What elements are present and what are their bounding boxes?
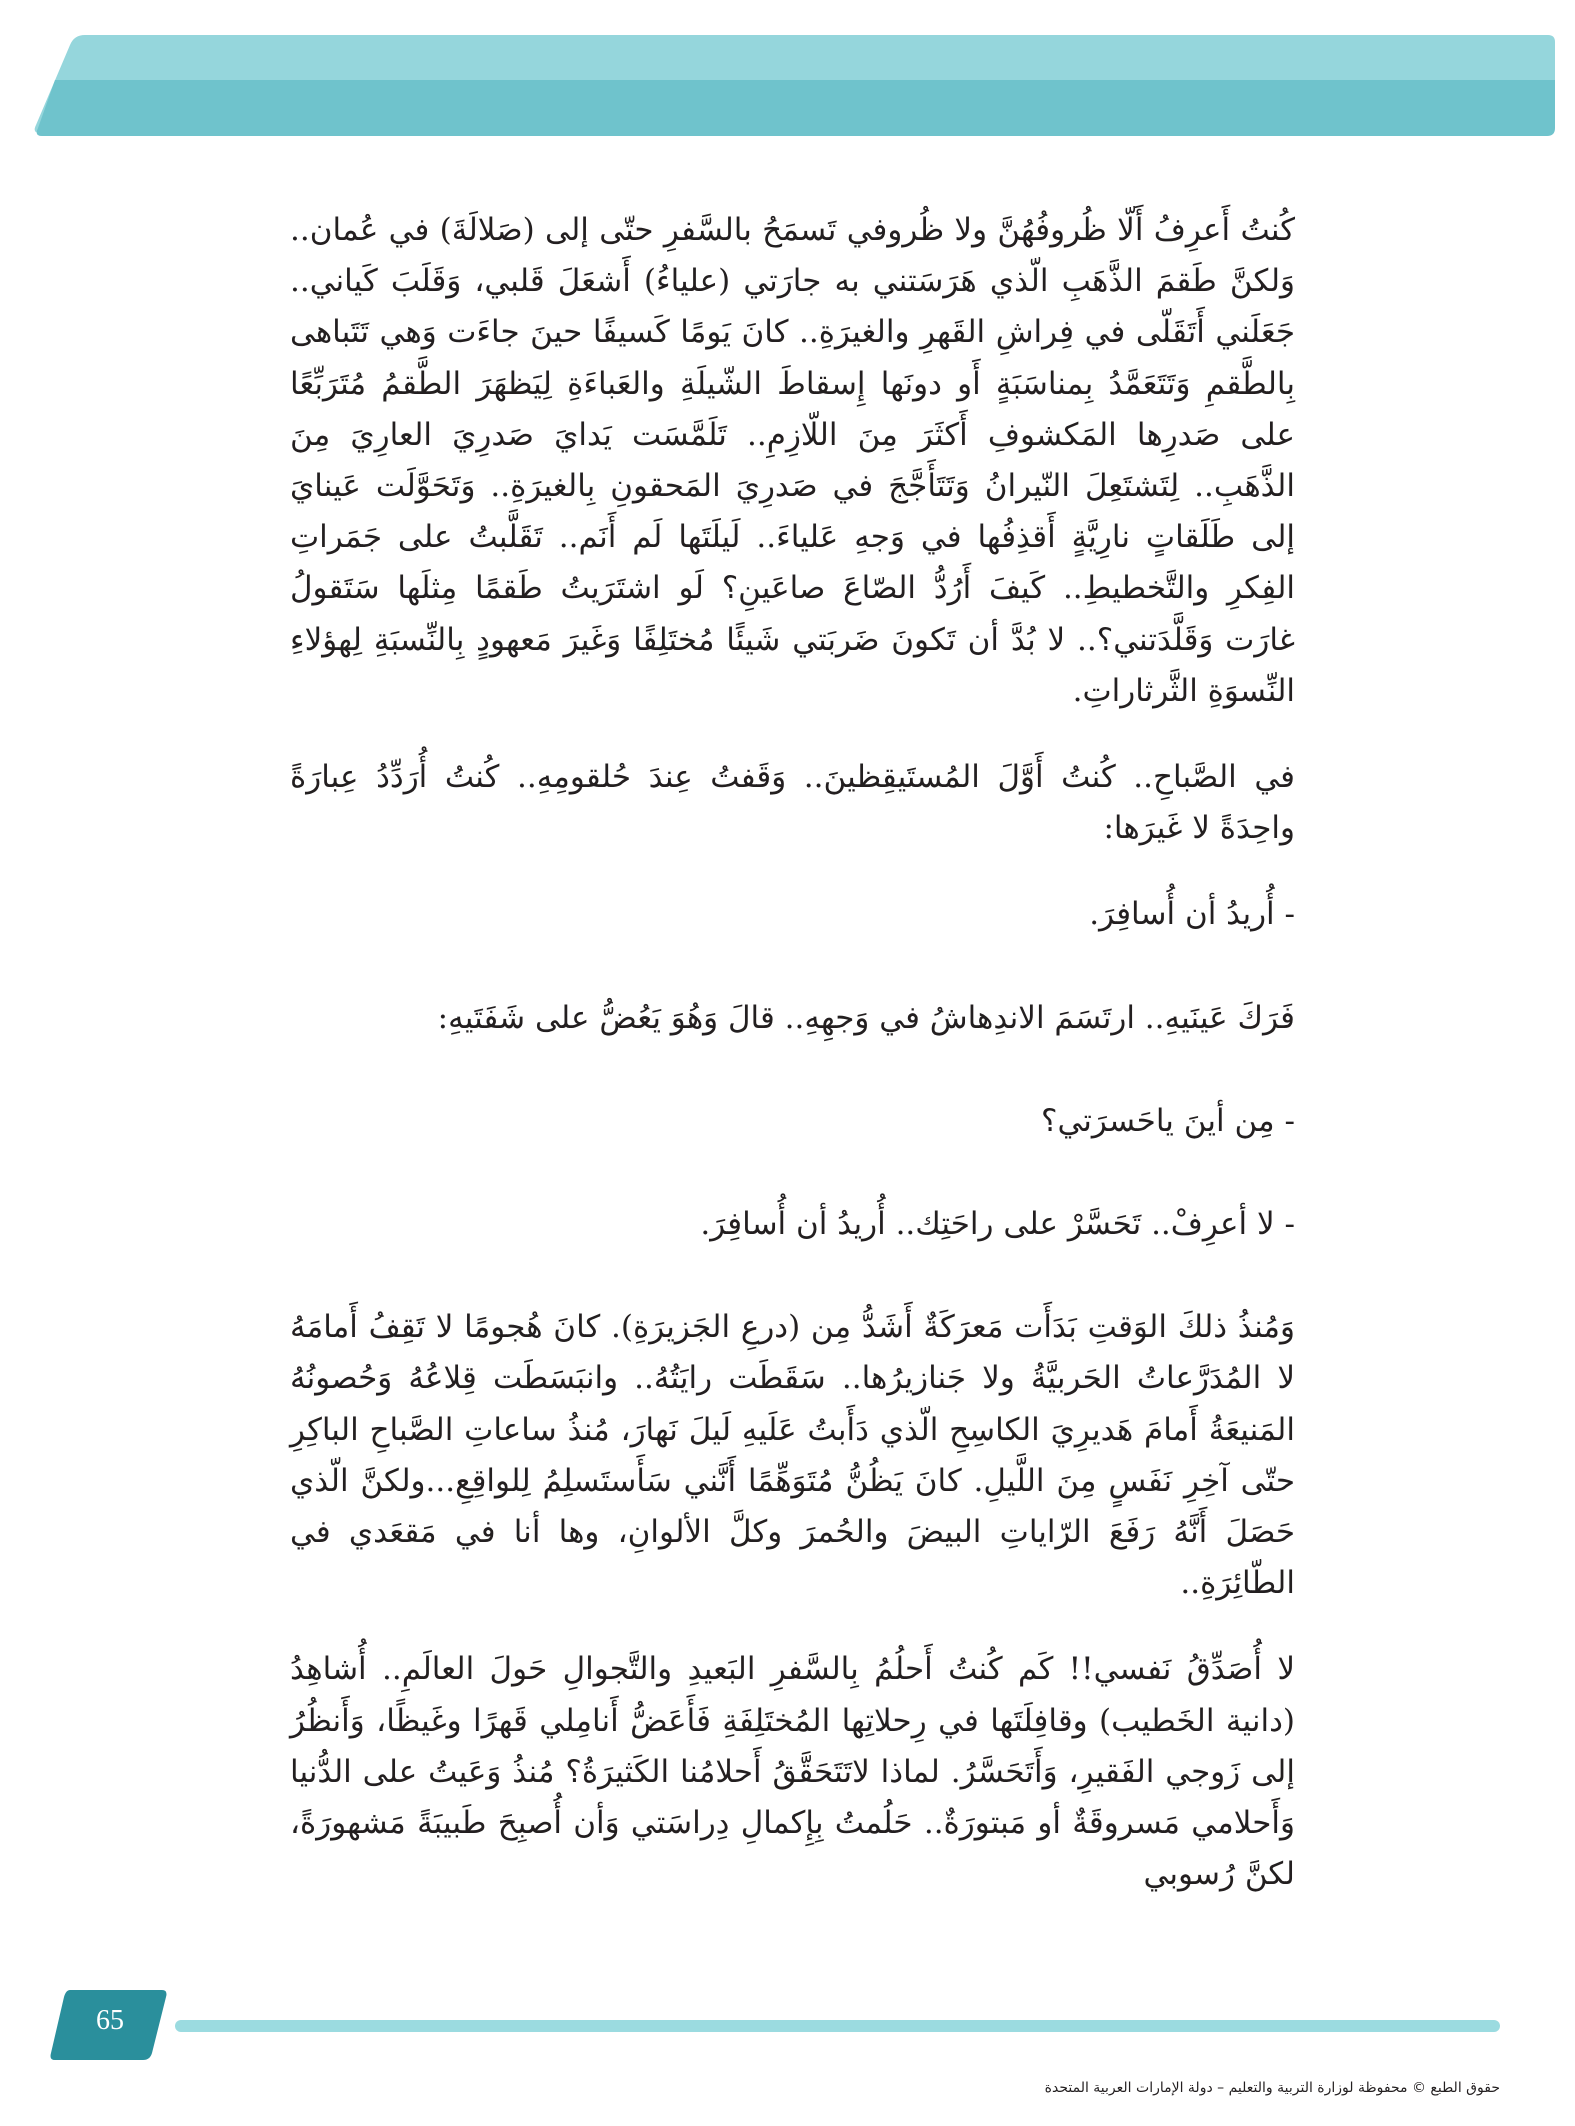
dialogue-line: - مِن أينَ ياحَسرَتي؟ — [1041, 1102, 1295, 1139]
dialogue-line: - لا أعرِفْ.. تَحَسَّرْ على راحَتِك.. أُريدُ أن أُسافِرَ. — [700, 1206, 1295, 1243]
footer-decoration — [0, 1975, 1575, 2126]
page-number: 65 — [96, 2005, 124, 2036]
copyright-note: حقوق الطبع © محفوظة لوزارة التربية والتعليم – دولة الإمارات العربية المتحدة — [1044, 2080, 1500, 2096]
story-text — [290, 205, 1295, 1935]
dialogue-line: - أُريدُ أن أُسافِرَ. — [1089, 896, 1295, 933]
top-banner — [0, 0, 1575, 150]
paragraph: كُنتُ أَعرِفُ أَلّا ظُروفُهُنَّ ولا ظُروفي تَسمَحُ بالسَّفرِ حتّى إلى (صَلالَةَ) في عُمان.. وَلكنَّ طَقمَ الذَّهَبِ الّذي هَرَسَتني به جارَتي (علياءُ) أَشعَلَ قَلبي، وَقَلَبَ كَياني.. جَعَلَني أَتَقَلّى في فِراشِ القَهرِ والغيرَةِ.. كانَ يَومًا كَسيفًا حينَ جاءَت وَهي تَتَباهى بِالطَّقمِ وَتَتَعَمَّدُ بِمناسَبَةٍ أَو دونَها إِسقاطَ الشّيلَةِ والعَباءَةِ لِيَظهَرَ الطَّقمُ مُتَرَبِّعًا على صَدرِها المَكشوفِ أَكثَرَ مِنَ اللّازِمِ.. تَلَمَّسَت يَدايَ صَدرِيَ العارِيَ مِنَ الذَّهَبِ.. لِتَشتَعِلَ النّيرانُ وَتَتَأَجَّجَ في صَدرِيَ المَحقونِ بِالغيرَةِ.. وَتَحَوَّلَت عَينايَ إلى طَلَقاتٍ نارِيَّةٍ أَقذِفُها في وَجهِ عَلياءَ.. لَيلَتَها لَم أَنَم.. تَقَلَّبتُ على جَمَراتِ الفِكرِ والتَّخطيطِ.. كَيفَ أَرُدُّ الصّاعَ صاعَينِ؟ لَو اشتَرَيتُ طَقمًا مِثلَها سَتَقولُ غارَت وَقَلَّدَتني؟.. لا بُدَّ أن تَكونَ ضَربَتي شَيئًا مُختَلِفًا وَغَيرَ مَعهودٍ بِالنِّسبَةِ لِهؤلاءِ النِّسوَةِ الثَّرثاراتِ. — [290, 212, 1295, 709]
paragraph: لا أُصَدِّقُ نَفسي!! كَم كُنتُ أَحلُمُ بِالسَّفرِ البَعيدِ والتَّجوالِ حَولَ العالَمِ.. أُشاهِدُ (دانية الخَطيب) وقافِلَتَها في رِحلاتِها المُختَلِفَةِ فَأَعَضُّ أَنامِلي قَهرًا وغَيظًا، وَأَنظُرُ إلى زَوجي الفَقيرِ، وَأَتَحَسَّرُ. لماذا لاتَتَحَقَّقُ أَحلامُنا الكَثيرَةُ؟ مُنذُ وَعَيتُ على الدُّنيا وَأَحلامي مَسروقَةٌ أو مَبتورَةٌ.. حَلُمتُ بِإِكمالِ دِراسَتي وَأن أُصبِحَ طَبيبَةً مَشهورَةً، لكنَّ رُسوبي — [290, 1651, 1295, 1893]
paragraph: في الصَّباحِ.. كُنتُ أَوَّلَ المُستَيقِظينَ.. وَقَفتُ عِندَ حُلقومِهِ.. كُنتُ أُرَدِّدُ عِبارَةً واحِدَةً لا غَيرَها: — [290, 759, 1295, 847]
narration-line: فَرَكَ عَينَيهِ.. ارتَسَمَ الاندِهاشُ في وَجهِهِ.. قالَ وَهُوَ يَعُضُّ على شَفَتَيهِ: — [437, 999, 1295, 1036]
paragraph: وَمُنذُ ذلكَ الوَقتِ بَدَأَت مَعرَكَةٌ أَشَدُّ مِن (درعِ الجَزيرَةِ). كانَ هُجومًا لا تَقِفُ أَمامَهُ لا المُدَرَّعاتُ الحَربيَّةُ ولا جَنازيرُها.. سَقَطَت رايَتُهُ.. وانبَسَطَت قِلاعُهُ وَحُصونُهُ المَنيعَةُ أَمامَ هَديرِيَ الكاسِحِ الّذي دَأَبتُ عَلَيهِ لَيلَ نَهارَ، مُنذُ ساعاتِ الصَّباحِ الباكِرِ حتّى آخِرِ نَفَسٍ مِنَ اللَّيلِ. كانَ يَظُنُّ مُتَوَهِّمًا أَنَّني سَأَستَسلِمُ لِلواقِعِ...ولكنَّ الّذي حَصَلَ أَنَّهُ رَفَعَ الرّاياتِ البيضَ والحُمرَ وكلَّ الألوانِ، وها أنا في مَقعَدي في الطّائِرَةِ.. — [290, 1309, 1295, 1602]
